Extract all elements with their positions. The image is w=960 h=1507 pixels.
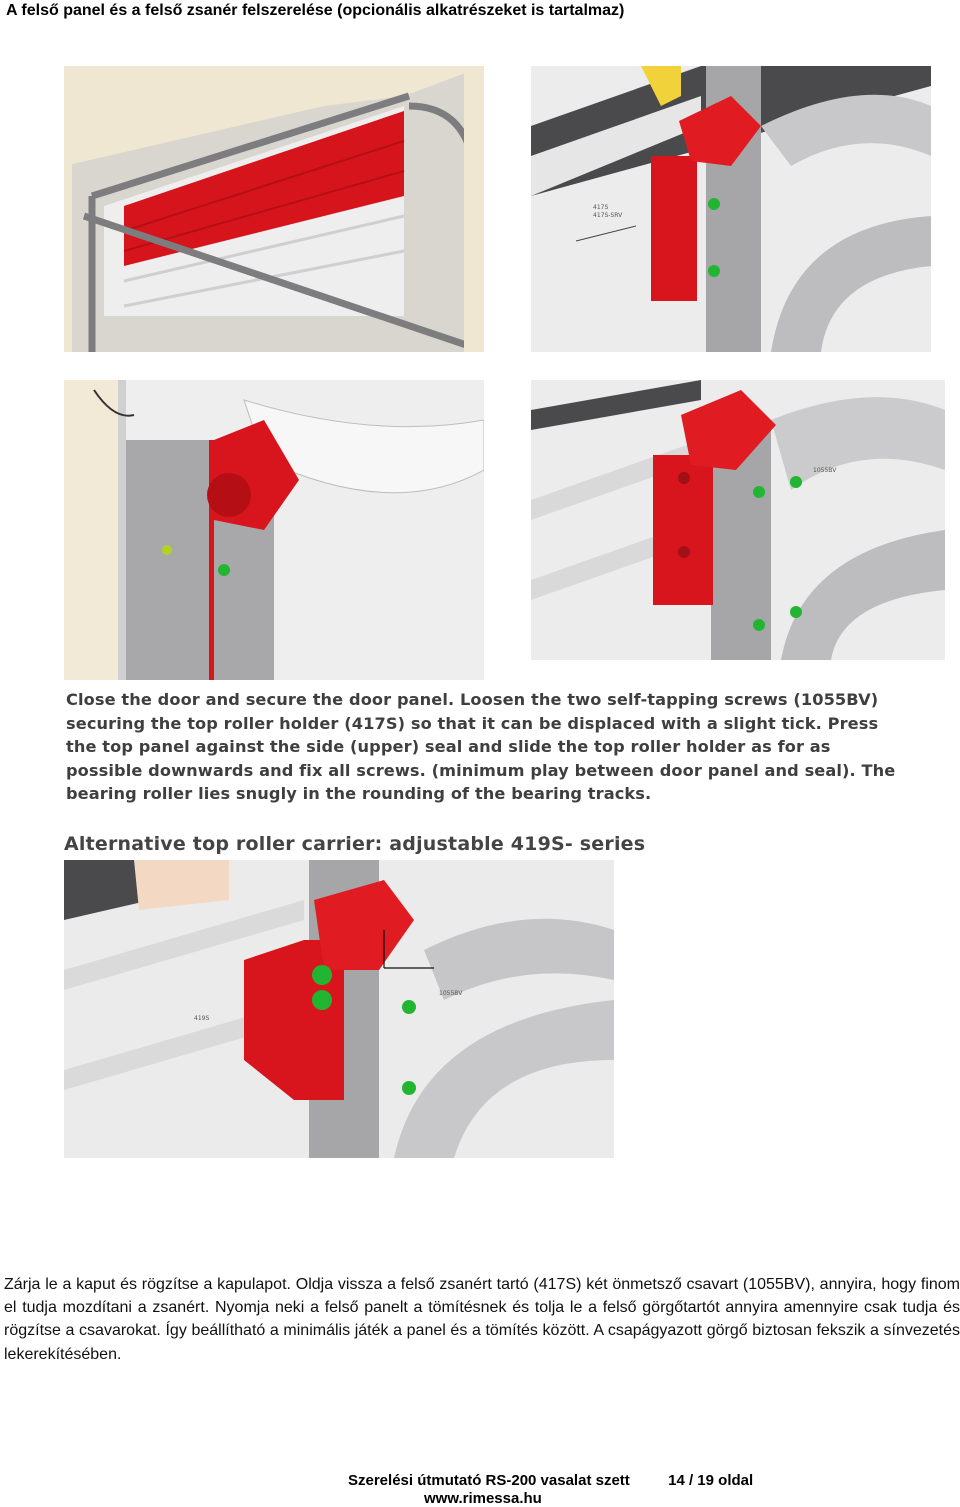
footer-manual-title: Szerelési útmutató RS-200 vasalat szett	[348, 1472, 630, 1489]
svg-text:417S-SRV: 417S-SRV	[593, 212, 623, 219]
footer-page-number: 14 / 19 oldal	[668, 1472, 754, 1489]
svg-text:417S: 417S	[593, 204, 609, 211]
alternative-title: Alternative top roller carrier: adjustable 419S- series	[64, 833, 646, 855]
svg-text:419S: 419S	[194, 1015, 210, 1022]
caption-english: Close the door and secure the door panel. Loosen the two self-tapping screws (1055BV) securing the top roller holder (417S) so that it can be displaced with a slight tick. Press the top panel against the side (upper) seal and slide the top roller holder as for as possible downwards and fix all screws. (minimum play between door panel and seal). The bearing roller lies snugly in the rounding of the bearing tracks.	[66, 690, 896, 803]
footer	[348, 1472, 753, 1489]
figure-roller-position	[64, 380, 484, 680]
figure-roller-holder-detail	[531, 66, 931, 352]
svg-text:1055BV: 1055BV	[813, 467, 837, 474]
figure-screw-fixing	[531, 380, 945, 660]
body-text-hungarian: Zárja le a kaput és rögzítse a kapulapot. Oldja vissza a felső zsanért tartó (417S) két önmetsző csavart (1055BV), annyira, hogy finom el tudja mozdítani a zsanért. Nyomja neki a felső panelt a tömítésnek és tolja le a felső görgőtartót annyira amennyire csak tudja és rögzítse a csavarokat. Így beállítható a minimális játék a panel és a tömítés között. A csapágyazott görgő biztosan fekszik a sínvezetés lekerekítésében.	[4, 1276, 960, 1363]
page-heading: A felső panel és a felső zsanér felszerelése (opcionális alkatrészeket is tartalmaz)	[6, 2, 625, 19]
figure-garage-overview	[64, 66, 484, 352]
footer-url[interactable]: www.rimessa.hu	[424, 1490, 542, 1507]
svg-text:1055BV: 1055BV	[439, 990, 463, 997]
figure-adjustable-carrier	[64, 860, 614, 1158]
